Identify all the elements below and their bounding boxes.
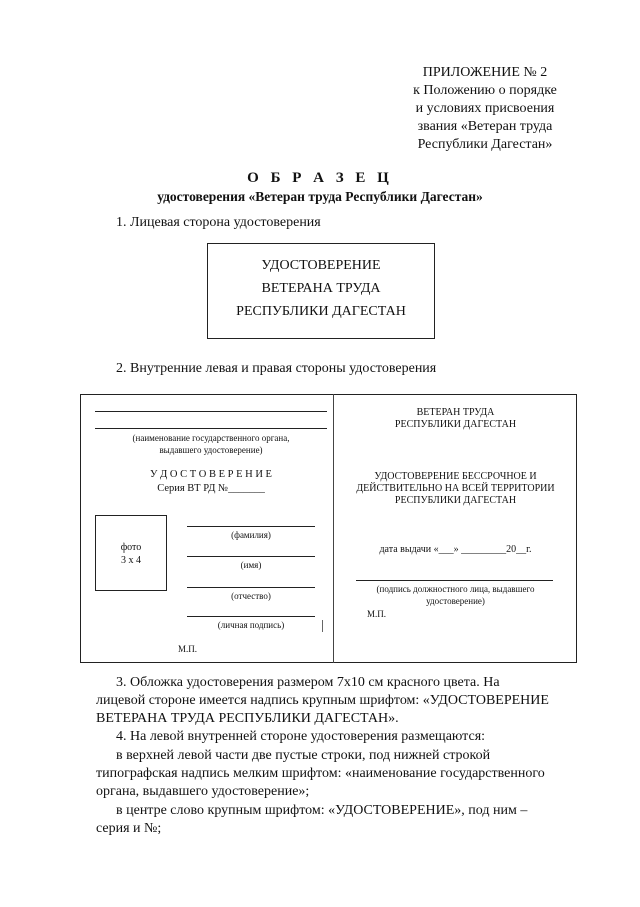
org-caption: выдавшего удостоверение) [159,445,263,455]
field-line [187,587,315,588]
cover-line: УДОСТОВЕРЕНИЕ [261,258,381,273]
signature-line [356,580,553,581]
field-line [187,616,315,617]
signature-caption: (личная подпись) [217,620,285,630]
photo-label-line: фото [120,542,142,553]
paragraph-5: типографская надпись мелким шрифтом: «наименование государственного [96,766,545,781]
cover-line: РЕСПУБЛИКИ ДАГЕСТАН [236,304,406,319]
scan-mark [322,620,323,632]
seal-label: М.П. [367,609,387,619]
blank-line [95,428,327,429]
field-line [187,556,315,557]
appendix-ref-line: Республики Дагестан» [417,137,553,152]
paragraph-4: 4. На левой внутренней стороне удостоверения размещаются: [116,729,486,744]
paragraph-3: ВЕТЕРАНА ТРУДА РЕСПУБЛИКИ ДАГЕСТАН». [96,711,399,726]
cover-line: ВЕТЕРАНА ТРУДА [261,281,381,296]
photo-label-line: 3 х 4 [121,555,141,566]
photo-label [95,541,167,567]
certificate-cover-sample [207,243,435,339]
validity-text: УДОСТОВЕРЕНИЕ БЕССРОЧНОЕ И [374,471,537,482]
section-2-label: 2. Внутренние левая и правая стороны удостоверения [116,361,437,376]
official-signature-caption: удостоверение) [426,596,485,606]
appendix-ref-line: звания «Ветеран труда [417,119,553,134]
validity-text: РЕСПУБЛИКИ ДАГЕСТАН [394,495,517,506]
field-line [187,526,315,527]
page-divider [333,394,334,663]
document-title: О Б Р А З Е Ц [247,170,393,186]
right-header: ВЕТЕРАН ТРУДА [416,407,495,418]
validity-text: ДЕЙСТВИТЕЛЬНО НА ВСЕЙ ТЕРРИТОРИИ [356,483,555,494]
paragraph-5: в верхней левой части две пустые строки, под нижней строкой [116,748,491,763]
paragraph-3: 3. Обложка удостоверения размером 7х10 см красного цвета. На [116,675,500,690]
section-1-label: 1. Лицевая сторона удостоверения [116,215,321,230]
name-caption: (имя) [240,560,262,570]
surname-caption: (фамилия) [231,530,271,540]
blank-line [95,411,327,412]
series-number: Серия ВТ РД №_______ [157,483,265,494]
paragraph-5: органа, выдавшего удостоверение»; [96,784,310,799]
appendix-header [370,64,600,154]
patronymic-caption: (отчество) [231,591,271,601]
issue-date: дата выдачи «___» _________20__г. [379,544,532,555]
appendix-number: ПРИЛОЖЕНИЕ № 2 [422,65,548,80]
certificate-title: У Д О С Т О В Е Р Е Н И Е [150,469,272,480]
official-signature-caption: (подпись должностного лица, выдавшего [376,584,535,594]
paragraph-3: лицевой стороне имеется надпись крупным шрифтом: «УДОСТОВЕРЕНИЕ [96,693,549,708]
right-header: РЕСПУБЛИКИ ДАГЕСТАН [394,419,517,430]
paragraph-6: в центре слово крупным шрифтом: «УДОСТОВЕРЕНИЕ», под ним – [116,803,528,818]
org-caption: (наименование государственного органа, [132,433,290,443]
appendix-ref-line: к Положению о порядке [413,83,557,98]
seal-label: М.П. [178,644,198,654]
paragraph-6: серия и №; [96,821,162,836]
document-subtitle: удостоверения «Ветеран труда Республики Дагестан» [157,189,483,204]
appendix-ref-line: и условиях присвоения [415,101,555,116]
